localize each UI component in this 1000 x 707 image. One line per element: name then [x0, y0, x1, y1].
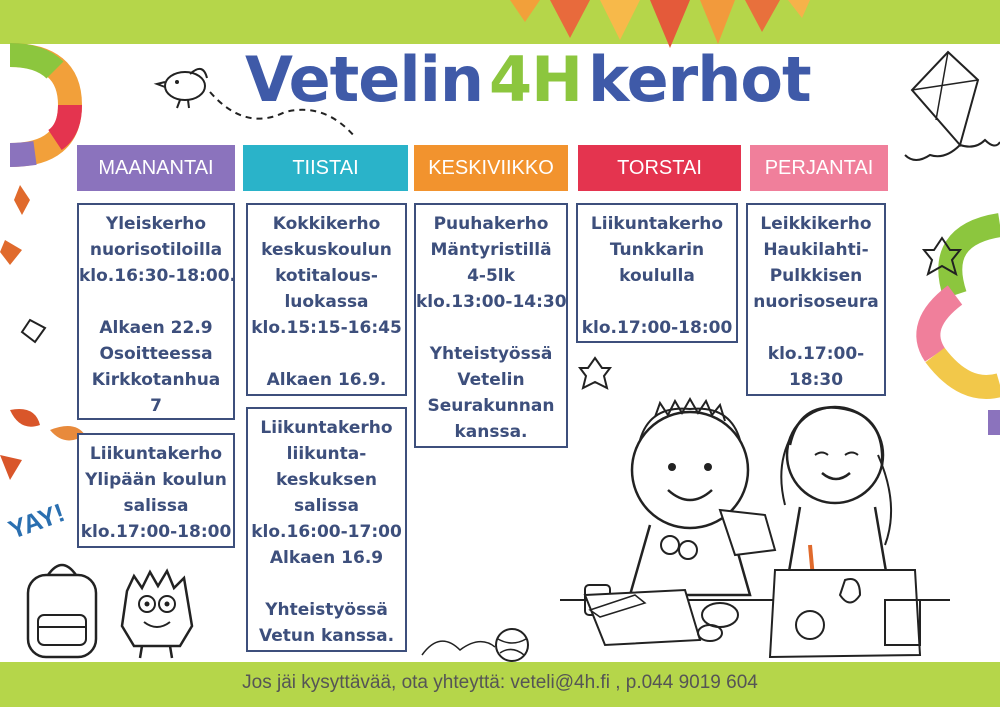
title-word-4h: 4H: [488, 43, 583, 116]
club-text-line: Kirkkotanhua: [91, 370, 221, 390]
day-header-tuesday: TIISTAI: [243, 145, 408, 191]
club-card-thursday-sports: [576, 203, 738, 343]
club-text-line: klo.16:30-18:00.: [79, 266, 237, 286]
club-text-line: 4-5lk: [467, 266, 515, 286]
club-text-line: klo.15:15-16:45: [251, 318, 402, 338]
club-text-line: Liikuntakerho: [260, 418, 393, 438]
club-text-line: luokassa: [284, 292, 369, 312]
club-text-line: kotitalous-: [275, 266, 378, 286]
club-text-line: klo.17:00-18:00: [80, 522, 232, 542]
bird-icon: [155, 62, 365, 142]
club-text-line: Puuhakerho: [433, 214, 549, 234]
club-text-line: klo.13:00-14:30: [416, 292, 567, 312]
contact-info: Jos jäi kysyttävää, ota yhteyttä: veteli@4h.fi , p.044 9019 604: [242, 672, 758, 693]
club-card-friday-play: [746, 203, 886, 396]
club-text-line: Osoitteessa: [99, 344, 213, 364]
club-text-line: klo.16:00-17:00: [251, 522, 402, 542]
club-text-line: Yhteistyössä: [265, 600, 388, 620]
kite-icon: [900, 50, 1000, 190]
kids-crafting-illustration: [560, 395, 950, 660]
club-text-line: Liikuntakerho: [590, 214, 724, 234]
club-text-line: Pulkkisen: [769, 266, 863, 286]
club-text-line: kanssa.: [454, 422, 528, 442]
ball-icon: [420, 625, 530, 665]
club-text-line: Mäntyristillä: [430, 240, 552, 260]
club-text-line: salissa: [294, 496, 359, 516]
club-card-monday-general: [77, 203, 235, 420]
club-text-line: Ylipään koulun: [85, 470, 227, 490]
day-header-monday: MAANANTAI: [77, 145, 235, 191]
club-card-tuesday-sports: [246, 407, 407, 652]
club-text-line: Vetelin: [457, 370, 525, 390]
club-text-line: klo.17:00-18:00: [581, 318, 733, 338]
day-header-friday: PERJANTAI: [750, 145, 888, 191]
title-word-vetelin: Vetelin: [245, 43, 483, 116]
club-text-line: liikunta-: [286, 444, 367, 464]
club-text-line: nuorisoseura: [753, 292, 879, 312]
club-text-line: 7: [150, 396, 162, 416]
club-text-line: 18:30: [788, 370, 844, 390]
day-header-thursday: TORSTAI: [578, 145, 741, 191]
backpack-icon: [20, 555, 105, 660]
club-text-line: Alkaen 22.9: [99, 318, 213, 338]
club-card-wednesday-crafts: [414, 203, 568, 448]
club-text-line: Haukilahti-: [763, 240, 869, 260]
club-text-line: nuorisotiloilla: [89, 240, 223, 260]
club-text-line: salissa: [123, 496, 189, 516]
club-text-line: Vetun kanssa.: [258, 626, 395, 646]
title-word-kerhot: kerhot: [588, 43, 811, 116]
yay-text: YAY!: [4, 497, 69, 545]
club-text-line: Kokkikerho: [272, 214, 381, 234]
monster-icon: [112, 566, 202, 661]
day-header-wednesday: KESKIVIIKKO: [414, 145, 568, 191]
leaf-icon-right: [922, 236, 962, 276]
club-card-monday-sports: [77, 433, 235, 548]
club-text-line: Leikkikerho: [760, 214, 872, 234]
club-text-line: koululla: [619, 266, 695, 286]
club-text-line: keskuksen: [276, 470, 377, 490]
top-banner-bar: [0, 0, 1000, 44]
club-text-line: Yhteistyössä: [429, 344, 553, 364]
club-text-line: keskuskoulun: [261, 240, 392, 260]
club-text-line: Seurakunnan: [427, 396, 555, 416]
club-text-line: Alkaen 16.9: [269, 548, 384, 568]
club-text-line: Yleiskerho: [105, 214, 207, 234]
club-text-line: Liikuntakerho: [89, 444, 223, 464]
leaf-icon-middle: [578, 356, 612, 390]
club-text-line: Tunkkarin: [609, 240, 705, 260]
club-text-line: klo.17:00-: [767, 344, 865, 364]
club-text-line: Alkaen 16.9.: [266, 370, 387, 390]
club-card-tuesday-cooking: [246, 203, 407, 396]
